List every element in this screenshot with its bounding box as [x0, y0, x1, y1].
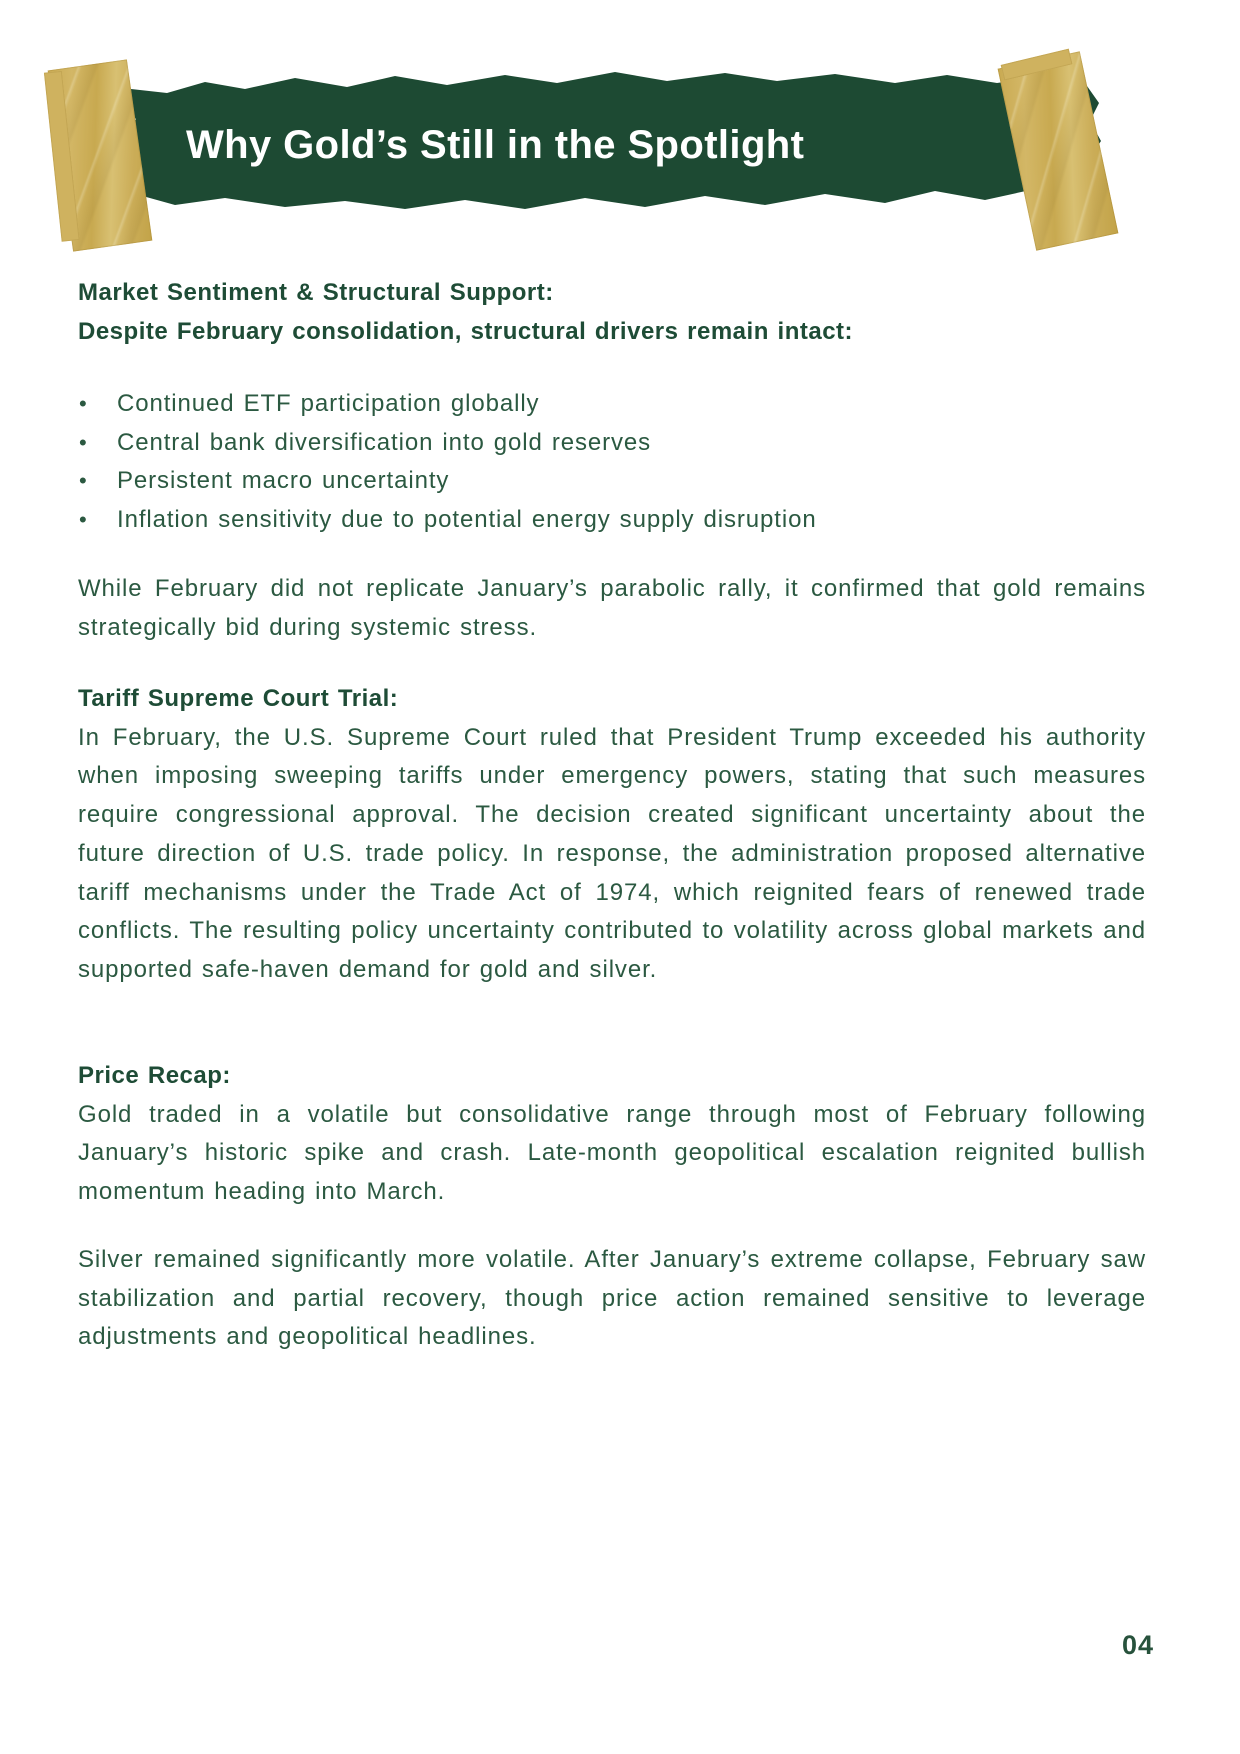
- paragraph-gold-recap: Gold traded in a volatile but consolidative range through most of February following January’s historic spike and crash. Late-month geopolitical escalation reignited bullish momentum heading into March.: [78, 1100, 1146, 1206]
- paragraph-tariff-trial: In February, the U.S. Supreme Court ruled that President Trump exceeded his authority when imposing sweeping tariffs under emergency powers, stating that such measures require congressional approval. The decision created significant uncertainty about the future direction of U.S. trade policy. In response, the administration proposed alternative tariff mechanisms under the Trade Act of 1974, which reignited fears of renewed trade conflicts. The resulting policy uncertainty contributed to volatility across global markets and supported safe-haven demand for gold and silver.: [78, 723, 1146, 983]
- heading-market-sentiment-line1: Market Sentiment & Structural Support:: [78, 279, 554, 306]
- heading-price-recap: Price Recap:: [78, 1062, 231, 1089]
- section-tariff-block: [78, 680, 1146, 990]
- paragraph-february-rally-block: [78, 570, 1146, 647]
- structural-drivers-list-block: [78, 385, 1146, 540]
- bullet-item-macro-uncertainty: • Persistent macro uncertainty: [78, 462, 1146, 501]
- section-market-sentiment-heading: [78, 274, 1146, 351]
- bullet-item-inflation: • Inflation sensitivity due to potential energy supply disruption: [78, 501, 1146, 540]
- heading-market-sentiment-line2: Despite February consolidation, structural drivers remain intact:: [78, 317, 854, 345]
- bullet-item-central-bank: • Central bank diversification into gold reserves: [78, 424, 1146, 463]
- paragraph-silver-recap: Silver remained significantly more volatile. After January’s extreme collapse, February saw stabilization and partial recovery, though price action remained sensitive to leverage adjustments and geopolitical headlines.: [78, 1246, 1146, 1351]
- section-silver-recap-block: [78, 1241, 1146, 1357]
- page-title: Why Gold’s Still in the Spotlight: [186, 123, 805, 167]
- section-price-recap-block: [78, 1057, 1146, 1212]
- heading-tariff-trial: Tariff Supreme Court Trial:: [78, 685, 399, 712]
- paragraph-february-rally: While February did not replicate January’s parabolic rally, it confirmed that gold remains strategically bid during systemic stress.: [78, 575, 1146, 641]
- bullet-list: [78, 385, 1146, 540]
- bullet-item-etf: • Continued ETF participation globally: [78, 385, 1146, 424]
- page-number: 04: [1121, 1630, 1154, 1660]
